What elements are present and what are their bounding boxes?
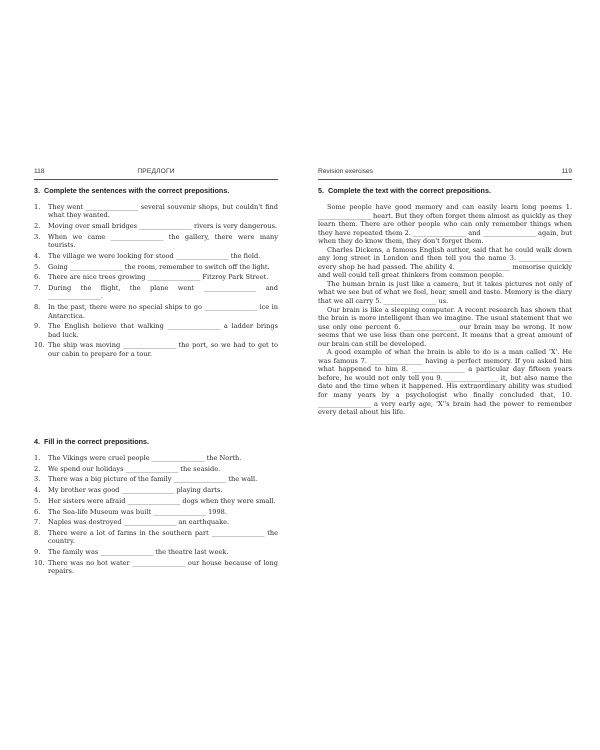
item-number: 3. <box>34 475 41 484</box>
item-text: The family was ________________ the theatre last week. <box>48 548 229 557</box>
item-text: Going ________________ the room, remember to switch off the light. <box>48 262 270 271</box>
item-number: 7. <box>34 284 41 293</box>
item-text: During the flight, the plane went ________________ and ________________. <box>48 284 278 301</box>
item-number: 10. <box>34 558 45 567</box>
exercise-item <box>34 222 278 230</box>
text-paragraph: The human brain is just like a camera, but it takes pictures not only of what we see but of what we feel, hear, smell and taste. Memory is the diary that we all carry 5. ________________ us. <box>318 279 572 306</box>
text-paragraph: A good example of what the brain is able to do is a man called 'X'. He was famous 7. ________________ having a perfect memory. If you asked him what happened to him 8. ________________ a particular day fifteen years before, he would not only tell you 9. ________________ it, but also name the date and the time when it happened. His extraordinary ability was studied for many years by a psychologist who finally concluded that, 10. ________________ a very early age, 'X''s brain had the power to remember every detail about his life. <box>318 348 572 417</box>
running-head-left <box>34 168 278 178</box>
exercise-item <box>34 475 278 483</box>
exercise-item <box>34 529 278 546</box>
item-number: 9. <box>34 548 41 557</box>
item-text: We spend our holidays ________________ the seaside. <box>48 464 221 473</box>
item-text: My brother was good ________________ playing darts. <box>48 486 223 495</box>
exercise-instruction: Complete the text with the correct prepositions. <box>328 186 491 195</box>
right-page <box>318 0 572 750</box>
exercise-item <box>34 273 278 281</box>
running-head-right <box>318 168 572 178</box>
exercise-3-list <box>34 203 278 358</box>
exercise-number: 5. <box>318 186 324 195</box>
page-number: 119 <box>561 168 572 175</box>
item-number: 5. <box>34 496 41 505</box>
exercise-title <box>318 186 572 196</box>
exercise-title <box>34 437 278 447</box>
item-text: In the past, there were no special ships to go ________________ ice in Antarctica. <box>48 303 278 320</box>
item-number: 1. <box>34 454 41 462</box>
left-page <box>34 0 278 750</box>
item-text: The village we were looking for stood ________________ the field. <box>48 251 261 260</box>
exercise-item <box>34 497 278 505</box>
item-number: 8. <box>34 303 41 312</box>
exercise-item <box>34 341 278 358</box>
exercise-item <box>34 465 278 473</box>
page-number: 118 <box>34 168 45 175</box>
text-paragraph: Charles Dickens, a famous English author, said that he could walk down any long street in London and then tell you the name 3. ________________ every shop he had passed. The ability 4. ________________ memorise quickly and well could tell great thinkers from common people. <box>318 245 572 280</box>
exercise-number: 4. <box>34 437 40 446</box>
header-rule <box>34 179 278 180</box>
item-number: 1. <box>34 203 41 211</box>
item-text: There was no hot water ________________ our house because of long repairs. <box>48 558 278 576</box>
exercise-item <box>34 508 278 516</box>
exercise-4-list <box>34 454 278 576</box>
item-number: 4. <box>34 486 41 495</box>
exercise-item <box>34 284 278 301</box>
exercise-item <box>34 486 278 494</box>
exercise-3 <box>34 186 278 360</box>
exercise-item <box>34 303 278 320</box>
item-text: The Vikings were cruel people ________________ the North. <box>48 454 242 462</box>
exercise-item <box>34 454 278 462</box>
item-number: 7. <box>34 518 41 527</box>
item-text: The Sea-life Museum was built ________________ 1998. <box>48 507 227 516</box>
exercise-item <box>34 252 278 260</box>
exercise-item <box>34 322 278 339</box>
item-number: 3. <box>34 232 41 241</box>
item-text: There are nice trees growing ________________ Fitzroy Park Street. <box>48 273 269 282</box>
exercise-instruction: Fill in the correct prepositions. <box>44 437 150 446</box>
item-text: Naples was destroyed ________________ an earthquake. <box>48 518 230 527</box>
item-number: 6. <box>34 273 41 282</box>
item-number: 5. <box>34 262 41 271</box>
text-paragraph: Our brain is like a sleeping computer. A recent research has shown that the brain is more intelligent than we imagine. The usual statement that we use only one percent 6. ________________ our brain may be wrong. It now seems that we use less than one percent. It means that a great amount of our brain can still be developed. <box>318 305 572 348</box>
text-paragraph: Some people have good memory and can easily learn long poems 1. ________________ heart. But they often forget them almost as quickly as they learn them. There are other people who can only remember things when they have repeated them 2. ________________ and ________________ again, but when they do know them, they don't forget them. <box>318 203 572 246</box>
item-text: The English believe that walking ________________ a ladder brings bad luck. <box>48 322 278 339</box>
item-text: There were a lot of farms in the southern part ________________ the country. <box>48 528 278 546</box>
item-number: 2. <box>34 222 41 231</box>
item-text: Her sisters were afraid ________________ dogs when they were small. <box>48 496 276 505</box>
item-text: Moving over small bridges ________________ rivers is very dangerous. <box>48 222 278 231</box>
exercise-title <box>34 186 278 196</box>
running-title: ПРЕДЛОГИ <box>137 168 175 175</box>
exercise-number: 3. <box>34 186 40 195</box>
running-title: Revision exercises <box>318 168 373 175</box>
exercise-5-text <box>318 203 572 417</box>
exercise-instruction: Complete the sentences with the correct prepositions. <box>44 186 230 195</box>
item-number: 10. <box>34 341 45 350</box>
item-number: 2. <box>34 464 41 473</box>
header-rule <box>318 179 572 180</box>
exercise-item <box>34 559 278 576</box>
item-text: The ship was moving ________________ the port, so we had to get to our cabin to prepare for a tour. <box>48 341 278 358</box>
exercise-5 <box>318 186 572 417</box>
exercise-item <box>34 548 278 556</box>
item-text: They went ________________ several souvenir shops, but couldn't find what they wanted. <box>48 203 278 220</box>
exercise-item <box>34 518 278 526</box>
item-number: 8. <box>34 528 41 537</box>
item-number: 6. <box>34 507 41 516</box>
item-number: 4. <box>34 251 41 260</box>
item-text: There was a big picture of the family ________________ the wall. <box>48 475 258 484</box>
exercise-4 <box>34 437 278 578</box>
item-text: When we came ________________ the gallery, there were many tourists. <box>48 232 278 250</box>
exercise-item <box>34 203 278 220</box>
exercise-item <box>34 233 278 250</box>
exercise-item <box>34 263 278 271</box>
item-number: 9. <box>34 322 41 331</box>
